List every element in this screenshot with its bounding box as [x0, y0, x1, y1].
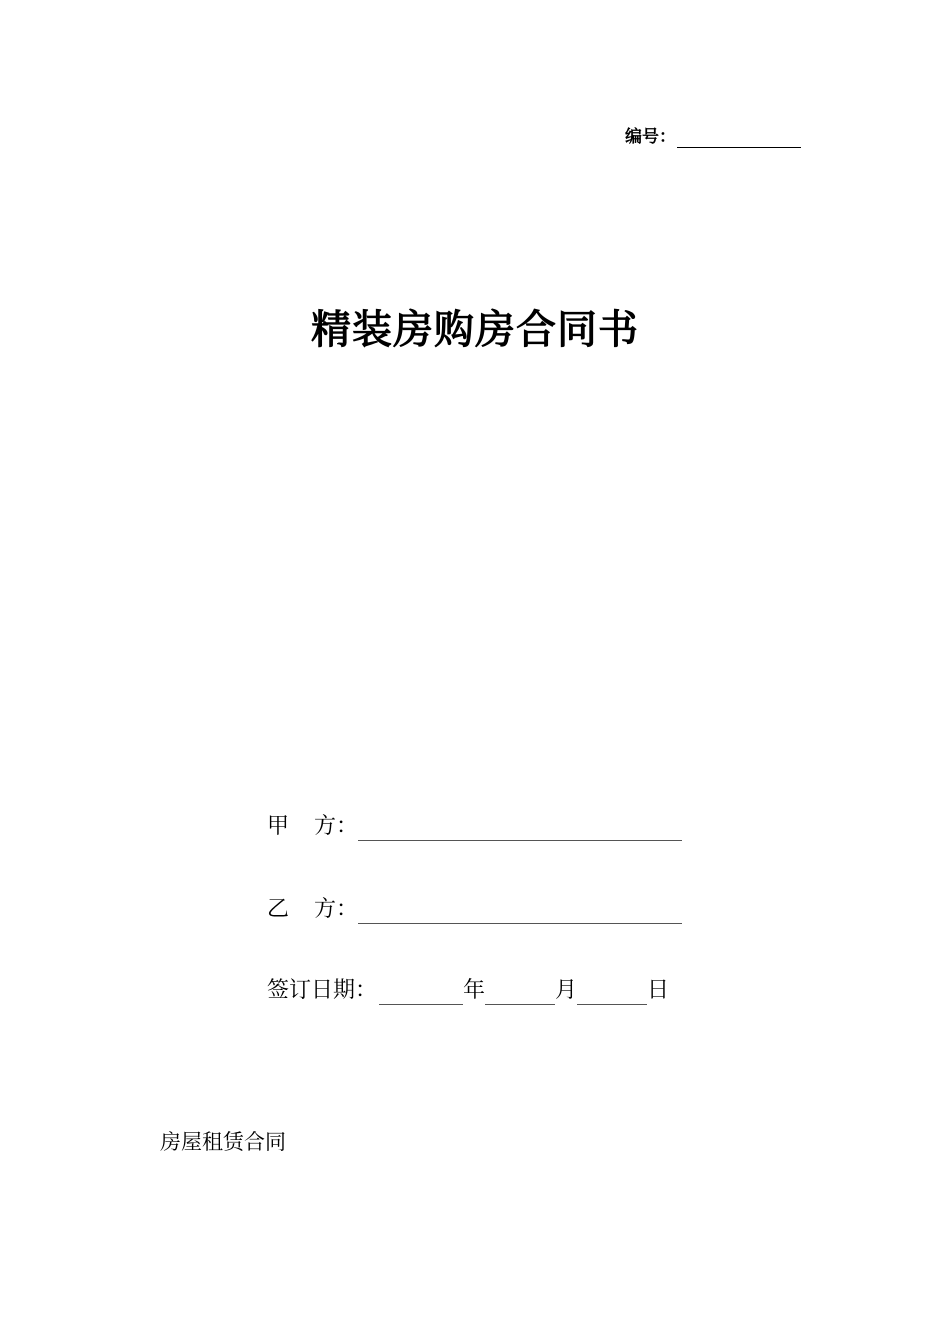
party-a-label-char1: 甲: [267, 814, 290, 839]
month-label: 月: [555, 978, 578, 1003]
party-a-blank[interactable]: [358, 816, 682, 841]
serial-number-blank[interactable]: [677, 128, 801, 148]
day-blank[interactable]: [577, 980, 647, 1005]
footer-title: 房屋租赁合同: [160, 1130, 286, 1154]
document-title: 精装房购房合同书: [311, 306, 639, 353]
day-label: 日: [647, 978, 670, 1003]
month-blank[interactable]: [485, 980, 555, 1005]
serial-number-label: 编号：: [625, 127, 676, 147]
year-blank[interactable]: [379, 980, 463, 1005]
year-label: 年: [463, 978, 486, 1003]
party-b-label-char2: 方: [314, 897, 337, 922]
party-a-colon: ：: [336, 814, 359, 839]
party-b-blank[interactable]: [358, 899, 682, 924]
party-a-line: [267, 813, 682, 841]
party-b-line: [267, 896, 682, 924]
signing-date-line: [267, 977, 669, 1005]
party-a-label-char2: 方: [314, 814, 337, 839]
party-b-colon: ：: [336, 897, 359, 922]
serial-number: [625, 126, 801, 148]
party-b-label-char1: 乙: [267, 897, 290, 922]
signing-date-label: 签订日期：: [267, 978, 378, 1003]
